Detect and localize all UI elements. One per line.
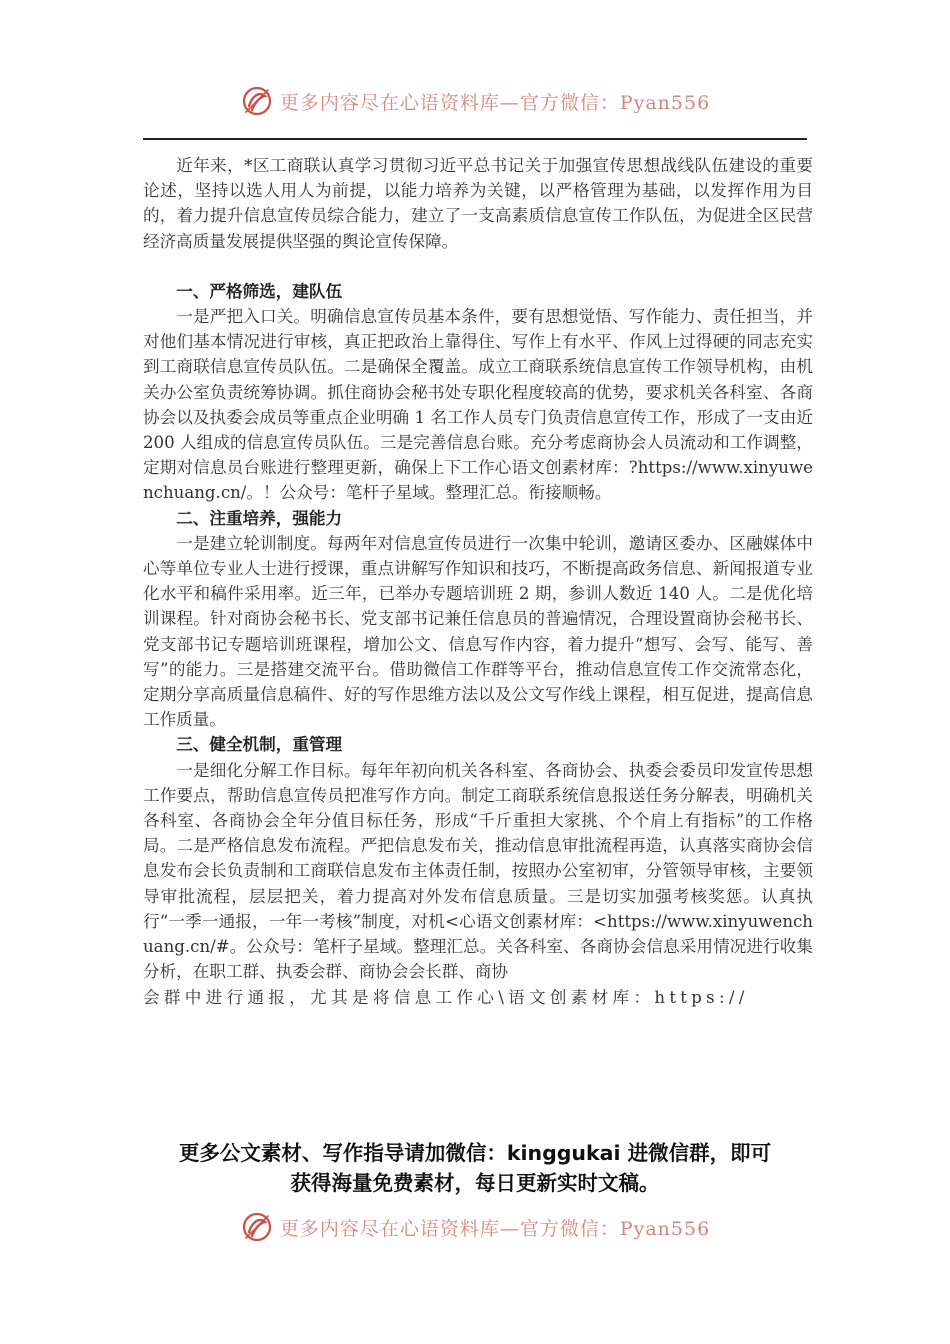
section-paragraph-2: 一是建立轮训制度。每两年对信息宣传员进行一次集中轮训，邀请区委办、区融媒体中心等单位专业人士进行授课，重点讲解写作知识和技巧，不断提高政务信息、新闻报道专业化水平和稿件采用率。近三年，已举办专题培训班 2 期，参训人数近 140 人。二是优化培训课程。针对商协会秘书长、党支部书记兼任信息员的普遍情况，合理设置商协会秘书长、党支部书记专题培训班课程，增加公文、信息写作内容，着力提升“想写、会写、能写、善写”的能力。三是搭建交流平台。借助微信工作群等平台，推动信息宣传工作交流常态化，定期分享高质量信息稿件、好的写作思维方法以及公文写作线上课程，相互促进，提高信息工作质量。 [143, 533, 813, 730]
signature-logo-icon [240, 1210, 274, 1244]
section-heading-3: 三、健全机制，重管理 [176, 734, 343, 755]
article-body [143, 153, 813, 1010]
section-heading-2: 二、注重培养，强能力 [176, 507, 343, 528]
section-heading-1: 一、严格筛选，建队伍 [176, 280, 343, 301]
paragraph-spacer [143, 254, 813, 279]
header-watermark [0, 84, 950, 118]
intro-paragraph: 近年来，*区工商联认真学习贯彻习近平总书记关于加强宣传思想战线队伍建设的重要论述，坚持以选人用人为前提，以能力培养为关键，以严格管理为基础，以发挥作用为目的，着力提升信息宣传员综合能力，建立了一支高素质信息宣传工作队伍，为促进全区民营经济高质量发展提供坚强的舆论宣传保障。 [143, 156, 813, 251]
footer-brand-text: 更多内容尽在心语资料库—官方微信：Pyan556 [279, 1217, 711, 1240]
signature-logo-icon [240, 84, 274, 118]
header-brand-text: 更多内容尽在心语资料库—官方微信：Pyan556 [279, 91, 711, 114]
section-paragraph-1: 一是严把入口关。明确信息宣传员基本条件，要有思想觉悟、写作能力、责任担当，并对他们基本情况进行审核，真正把政治上靠得住、写作上有水平、作风上过得硬的同志充实到工商联信息宣传员队伍。二是确保全覆盖。成立工商联系统信息宣传工作领导机构，由机关办公室负责统筹协调。抓住商协会秘书处专职化程度较高的优势，要求机关各科室、各商协会以及执委会成员等重点企业明确 1 名工作人员专门负责信息宣传工作，形成了一支由近 200 人组成的信息宣传员队伍。三是完善信息台账。充分考虑商协会人员流动和工作调整，定期对信息员台账进行整理更新，确保上下工作心语文创素材库：?https://www.xinyuwenchuang.cn/。！公众号：笔杆子星域。整理汇总。衔接顺畅。 [143, 307, 813, 503]
section-paragraph-3-last-line: 会群中进行通报，尤其是将信息工作心\语文创素材库：https:// [143, 987, 749, 1007]
footer-watermark [0, 1210, 950, 1244]
header-divider [143, 138, 807, 140]
promo-banner [0, 1138, 950, 1198]
promo-line-2: 获得海量免费素材，每日更新实时文稿。 [290, 1171, 660, 1195]
section-paragraph-3: 一是细化分解工作目标。每年年初向机关各科室、各商协会、执委会委员印发宣传思想工作要点，帮助信息宣传员把准写作方向。制定工商联系统信息报送任务分解表，明确机关各科室、各商协会全年分值目标任务，形成“千斤重担大家挑、个个肩上有指标”的工作格局。二是严格信息发布流程。严把信息发布关，推动信息审批流程再造，认真落实商协会信息发布会长负责制和工商联信息发布主体责任制，按照办公室初审，分管领导审核，主要领导审批流程，层层把关，着力提高对外发布信息质量。三是切实加强考核奖惩。认真执行“一季一通报，一年一考核”制度，对机<心语文创素材库：<https://www.xinyuwenchuang.cn/#。公众号：笔杆子星域。整理汇总。关各科室、各商协会信息采用情况进行收集分析，在职工群、执委会群、商协会会长群、商协 [143, 760, 813, 982]
promo-line-1: 更多公文素材、写作指导请加微信：kinggukai 进微信群，即可 [178, 1141, 772, 1165]
